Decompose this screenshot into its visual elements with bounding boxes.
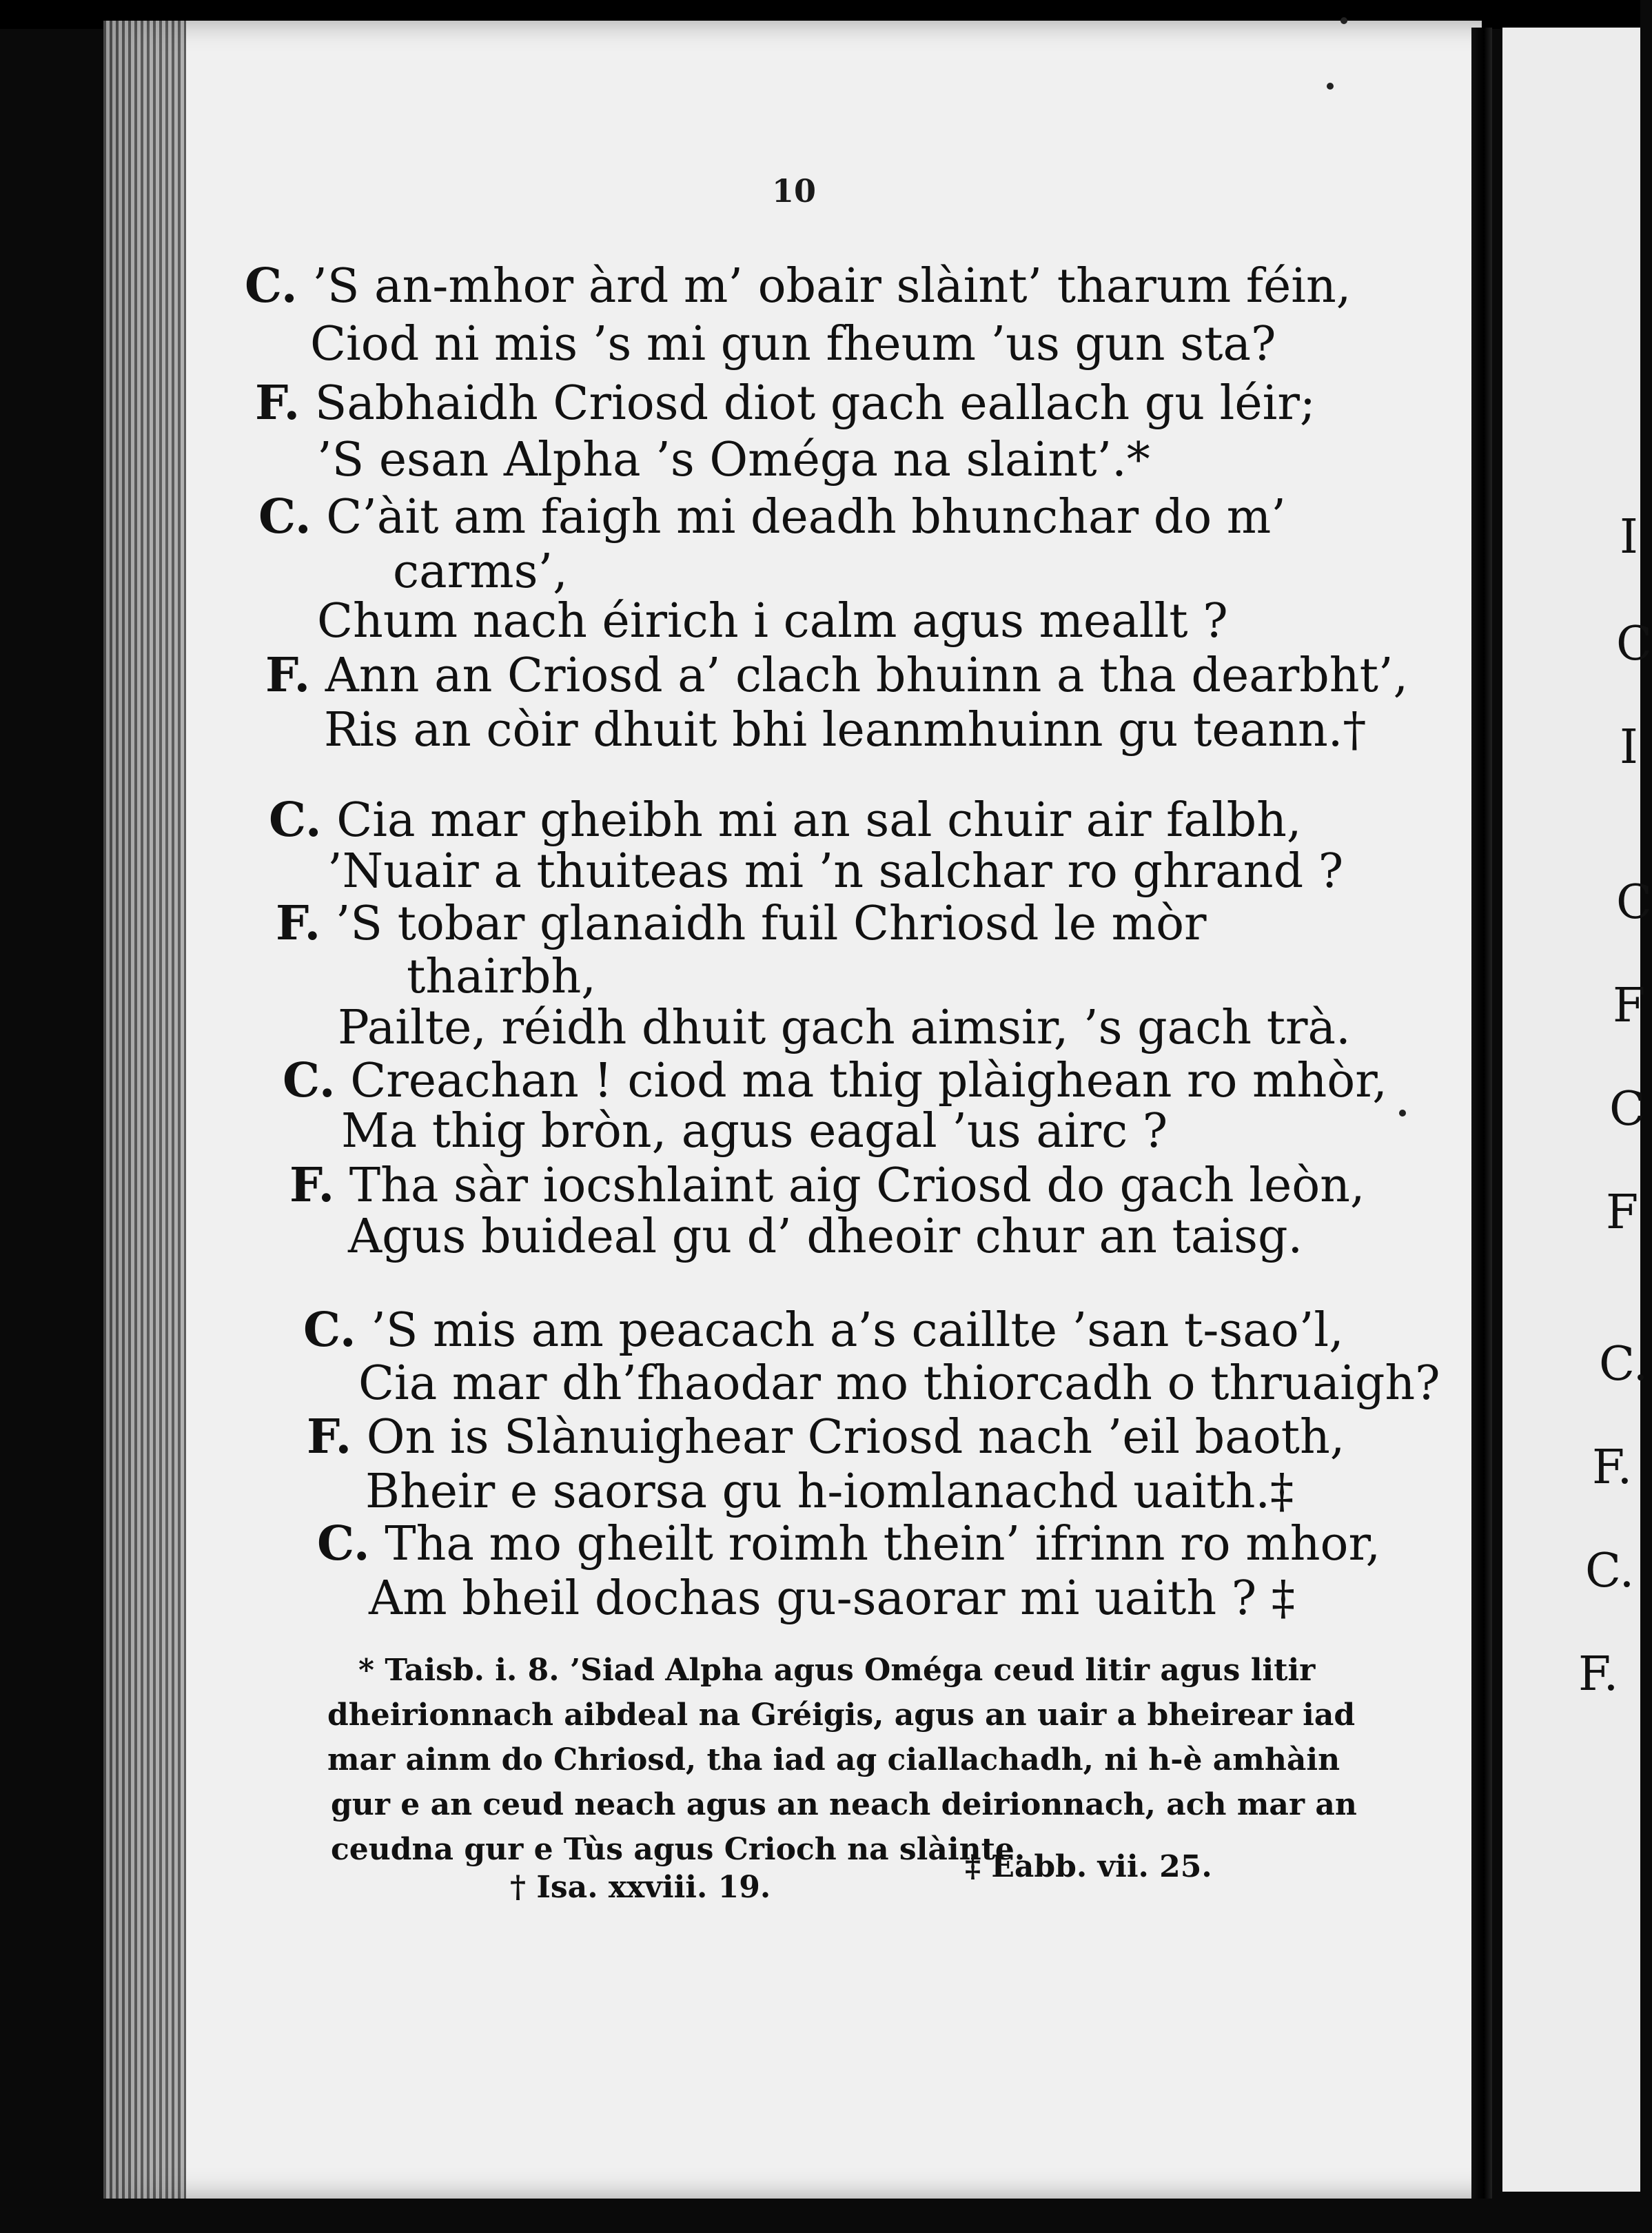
verse-line: ’Nuair a thuiteas mi ’n salchar ro ghrand ? — [327, 844, 1344, 899]
verse-line: C. ’S an-mhor àrd m’ obair slàint’ tharum féin, — [245, 258, 1352, 314]
speck — [1340, 17, 1347, 24]
verse-line: carms’, — [393, 544, 568, 599]
verse-line: F. Sabhaidh Criosd diot gach eallach gu léir; — [255, 376, 1316, 431]
adjacent-page-letter: F — [1606, 1185, 1639, 1240]
page-number: 10 — [772, 172, 817, 210]
footnote-line: ceudna gur e Tùs agus Crioch na slàinte. — [331, 1832, 1026, 1867]
speck — [1327, 83, 1334, 90]
verse-line: Ma thig bròn, agus eagal ’us airc ? — [341, 1104, 1168, 1159]
footnote-line: mar ainm do Chriosd, tha iad ag ciallachadh, ni h-è amhàin — [327, 1742, 1340, 1777]
verse-line: C. ’S mis am peacach a’s caillte ’san t-sao’l, — [303, 1303, 1344, 1358]
verse-line: Ciod ni mis ’s mi gun fheum ’us gun sta? — [310, 317, 1276, 371]
page-edges — [103, 21, 186, 2199]
adjacent-page-letter: C — [1609, 1082, 1646, 1136]
verse-line: Pailte, réidh dhuit gach aimsir, ’s gach trà. — [338, 1001, 1351, 1055]
verse-line: Agus buideal gu d’ dheoir chur an taisg. — [348, 1210, 1303, 1264]
footnote-line: * Taisb. i. 8. ’Siad Alpha agus Oméga ceud litir agus litir — [358, 1653, 1316, 1688]
verse-line: F. On is Slànuighear Criosd nach ’eil baoth, — [307, 1409, 1345, 1465]
verse-line: ’S esan Alpha ’s Oméga na slaint’.* — [317, 433, 1150, 487]
adjacent-page-letter: F — [1613, 979, 1646, 1033]
adjacent-page-letter: C. — [1585, 1544, 1635, 1598]
footnote-line: dheirionnach aibdeal na Gréigis, agus an uair a bheirear iad — [327, 1697, 1356, 1733]
verse-line: Cia mar dh’fhaodar mo thiorcadh o thruaigh? — [358, 1356, 1440, 1411]
verse-line: Ris an còir dhuit bhi leanmhuinn gu teann.† — [324, 703, 1367, 757]
footnote-line: gur e an ceud neach agus an neach deirionnach, ach mar an — [331, 1787, 1357, 1822]
footnote-ref: ‡ Eabb. vii. 25. — [965, 1849, 1212, 1884]
verse-line: thairbh, — [407, 950, 596, 1004]
adjacent-page-letter: C — [1616, 617, 1652, 671]
book-spine — [1471, 28, 1492, 2199]
footnote-ref: † Isa. xxviii. 19. — [510, 1870, 771, 1905]
adjacent-page-letter: F. — [1578, 1647, 1619, 1702]
verse-line: C. Tha mo gheilt roimh thein’ ifrinn ro mhor, — [317, 1516, 1381, 1571]
verse-line: F. ’S tobar glanaidh fuil Chriosd le mòr — [276, 896, 1207, 951]
adjacent-page-letter: I — [1620, 510, 1638, 564]
adjacent-page-letter: I — [1620, 720, 1638, 775]
verse-line: Chum nach éirich i calm agus meallt ? — [317, 594, 1228, 649]
speck — [1399, 1110, 1406, 1116]
verse-line: F. Tha sàr iocshlaint aig Criosd do gach leòn, — [289, 1158, 1365, 1213]
verse-line: C. Cia mar gheibh mi an sal chuir air falbh, — [269, 793, 1302, 848]
adjacent-page-letter: C — [1616, 875, 1652, 930]
adjacent-page-letter: C. — [1599, 1337, 1649, 1391]
adjacent-page-letter: F. — [1592, 1440, 1633, 1495]
verse-line: F. Ann an Criosd a’ clach bhuinn a tha dearbht’, — [265, 648, 1409, 703]
verse-line: Bheir e saorsa gu h-iomlanachd uaith.‡ — [365, 1465, 1294, 1519]
verse-line: C. Creachan ! ciod ma thig plàighean ro mhòr, — [283, 1053, 1387, 1108]
verse-line: Am bheil dochas gu-saorar mi uaith ? ‡ — [369, 1571, 1295, 1626]
verse-line: C. C’àit am faigh mi deadh bhunchar do m’ — [258, 489, 1286, 544]
